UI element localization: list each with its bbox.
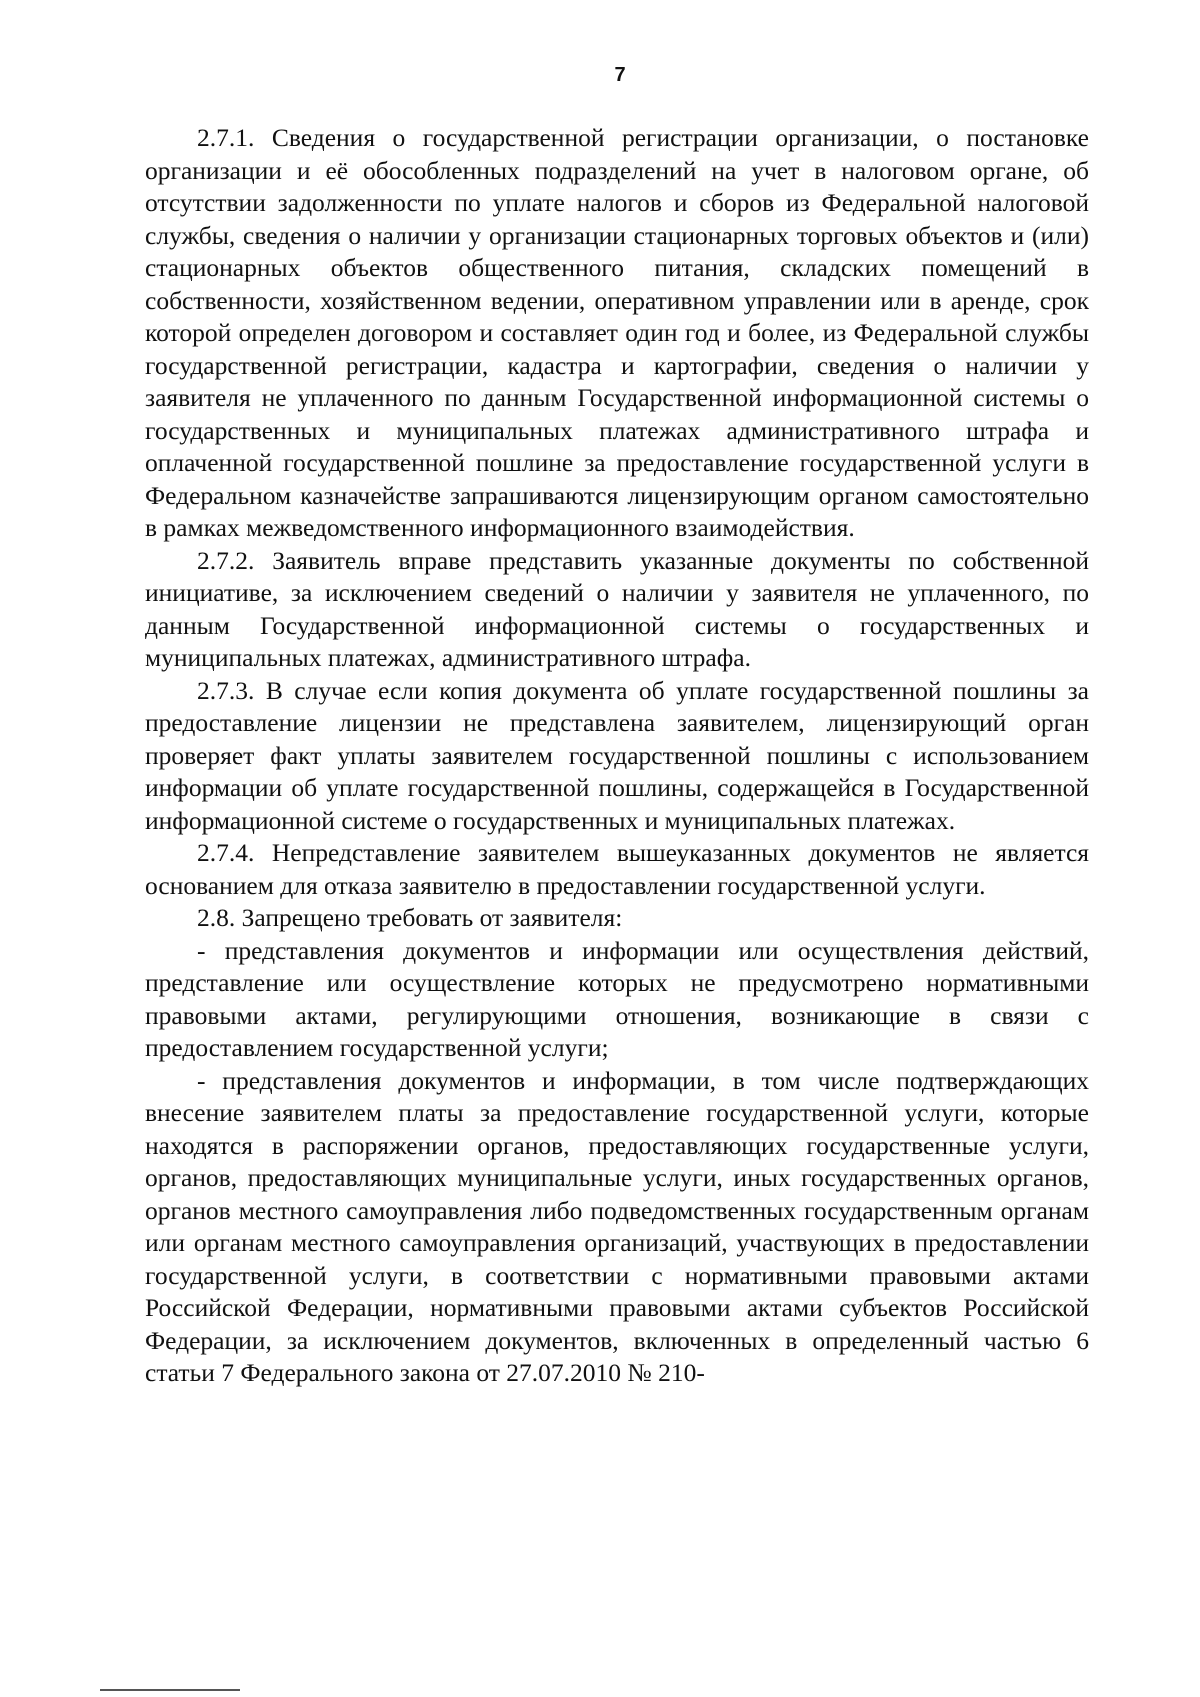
document-body <box>145 122 1089 1390</box>
paragraph-2-7-3: 2.7.3. В случае если копия документа об уплате государственной пошлины за предоставление лицензии не представлена заявителем, лицензирующий орган проверяет факт уплаты заявителем государственной пошлины с использованием информации об уплате государственной пошлины, содержащейся в Государственной информационной системе о государственных и муниципальных платежах. <box>145 675 1089 835</box>
paragraph-2-8: 2.8. Запрещено требовать от заявителя: <box>197 903 623 932</box>
paragraph-2-7-2: 2.7.2. Заявитель вправе представить указанные документы по собственной инициативе, за исключением сведений о наличии у заявителя не уплаченного, по данным Государственной информационной системы о государственных и муниципальных платежах, административного штрафа. <box>145 545 1089 672</box>
paragraph-2-7-1: 2.7.1. Сведения о государственной регистрации организации, о постановке организации и её обособленных подразделений на учет в налоговом органе, об отсутствии задолженности по уплате налогов и сборов из Федеральной налоговой службы, сведения о наличии у организации стационарных торговых объектов и (или) стационарных объектов общественного питания, складских помещений в собственности, хозяйственном ведении, оперативном управлении или в аренде, срок которой определен договором и составляет один год и более, из Федеральной службы государственной регистрации, кадастра и картографии, сведения о наличии у заявителя не уплаченного по данным Государственной информационной системы о государственных и муниципальных платежах административного штрафа и оплаченной государственной пошлине за предоставление государственной услуги в Федеральном казначействе запрашиваются лицензирующим органом самостоятельно в рамках межведомственного информационного взаимодействия. <box>145 123 1089 542</box>
paragraph-2-7-4: 2.7.4. Непредставление заявителем вышеуказанных документов не является основанием для отказа заявителю в предоставлении государственной услуги. <box>145 838 1089 900</box>
list-item-2: - представления документов и информации, в том числе подтверждающих внесение заявителем платы за предоставление государственной услуги, которые находятся в распоряжении органов, предоставляющих государственные услуги, органов, предоставляющих муниципальные услуги, иных государственных органов, органов местного самоуправления либо подведомственных государственным органам или органам местного самоуправления организаций, участвующих в предоставлении государственной услуги, в соответствии с нормативными правовыми актами Российской Федерации, нормативными правовыми актами субъектов Российской Федерации, за исключением документов, включенных в определенный частью 6 статьи 7 Федерального закона от 27.07.2010 № 210- <box>145 1065 1089 1387</box>
bottom-rule <box>100 1689 240 1691</box>
list-item-1: - представления документов и информации или осуществления действий, представление или осуществление которых не предусмотрено нормативными правовыми актами, регулирующими отношения, возникающие в связи с предоставлением государственной услуги; <box>145 935 1089 1062</box>
page-number: 7 <box>614 64 626 86</box>
